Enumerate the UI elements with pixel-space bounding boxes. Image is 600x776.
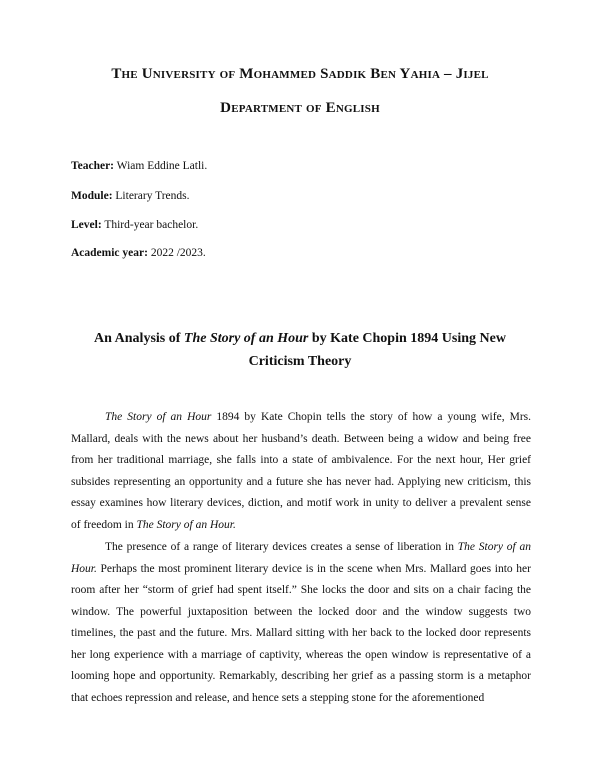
university-heading: The University of Mohammed Saddik Ben Yahia – Jijel [111, 66, 489, 82]
p2-text-end: Perhaps the most prominent literary device is in the scene when Mrs. Mallard goes into her room after her “storm of grief had spent itself.” She locks the door and sits on a chair facing the window. The powerful juxtaposition between the locked door and the window suggests two timelines, the past and the future. Mrs. Mallard sitting with her back to the locked door represents her long experience with a marriage of captivity, whereas the open window is representative of a looming hope and opportunity. Remarkably, describing her grief as a passing storm is a metaphor that echoes repression and release, and hence sets a stepping stone for the aforementioned [71, 562, 531, 704]
level-value: Third-year bachelor. [101, 219, 199, 231]
module-value: Literary Trends. [112, 190, 190, 202]
department-heading: Department of English [220, 100, 380, 116]
teacher-value: Wiam Eddine Latli. [114, 160, 208, 172]
p2-italic: The Story of an Hour. [71, 541, 531, 575]
level-label: Level: [71, 219, 102, 231]
title-part1: An Analysis of [94, 331, 184, 346]
p1-italic-end: The Story of an Hour. [136, 518, 236, 531]
p2-text-start: The presence of a range of literary devices creates a sense of liberation in [105, 541, 458, 553]
teacher-line [71, 160, 207, 172]
academic-year-label: Academic year: [71, 247, 148, 259]
academic-year-line [71, 247, 206, 259]
p1-italic-start: The Story of an Hour [105, 411, 212, 423]
p1-text: 1894 by Kate Chopin tells the story of how a young wife, Mrs. Mallard, deals with the news about her husband’s death. Between being a widow and being free from her traditional marriage, she falls into a state of ambivalence. For the next hour, Her grief subsides representing an opportunity and a future she has never had. Applying new criticism, this essay examines how literary devices, diction, and motif work in unity to deliver a prevalent sense of freedom in [71, 411, 531, 531]
module-line [71, 190, 190, 202]
paragraph-2 [71, 537, 531, 709]
paragraph-1 [71, 407, 531, 536]
teacher-label: Teacher: [71, 160, 115, 172]
title-part2: by Kate Chopin 1894 Using New [308, 331, 506, 346]
title-line2: Criticism Theory [248, 354, 352, 369]
essay-title [90, 327, 510, 373]
module-label: Module: [71, 190, 113, 202]
level-line [71, 219, 198, 231]
academic-year-value: 2022 /2023. [147, 247, 206, 259]
title-italic: The Story of an Hour [183, 331, 309, 346]
